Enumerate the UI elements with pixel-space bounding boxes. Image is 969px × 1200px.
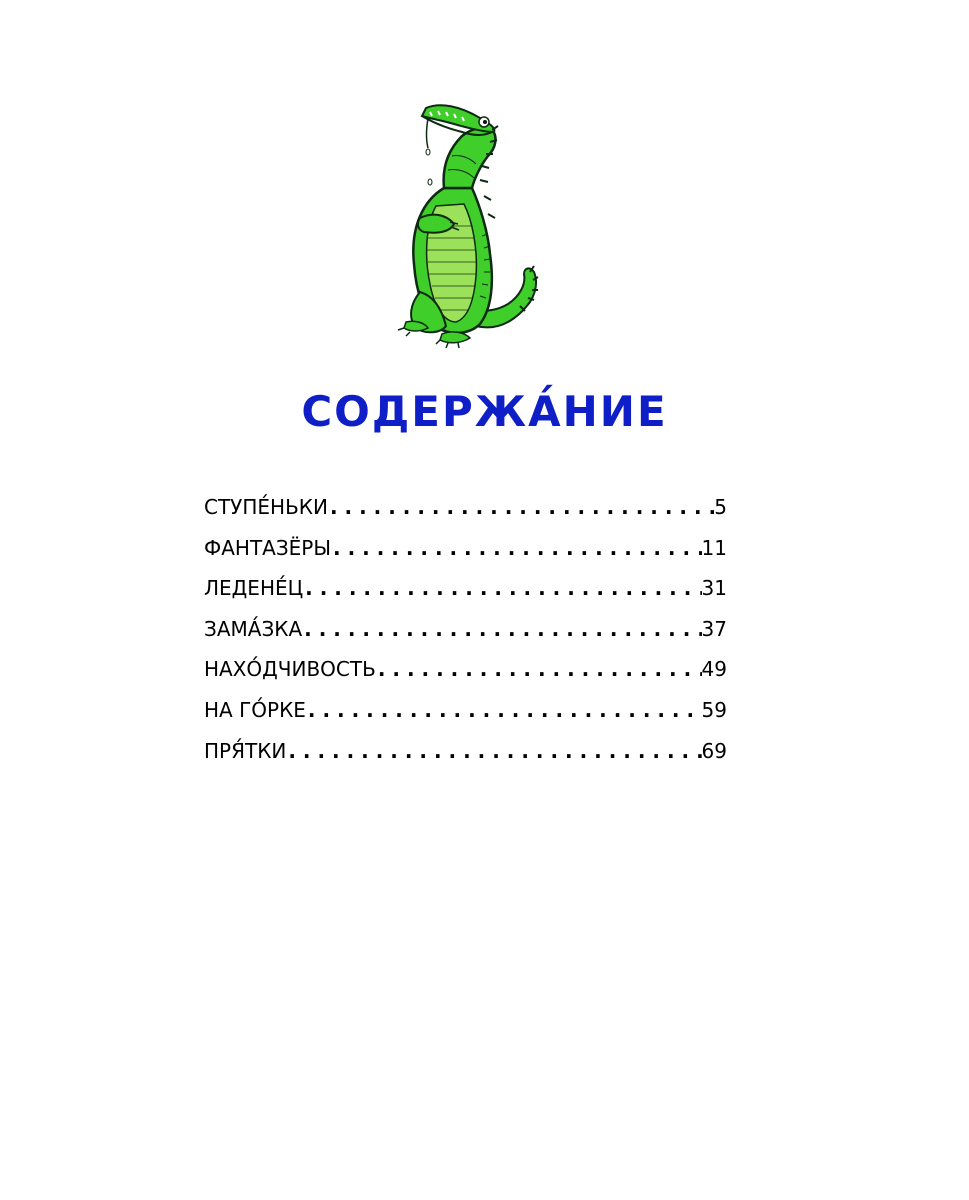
- toc-entry-page: 69: [701, 738, 727, 763]
- dot-leader: [376, 649, 702, 689]
- toc-entry-title: ПРЯ́ТКИ: [204, 738, 287, 763]
- dot-leader: [331, 528, 702, 568]
- toc-title: СОДЕРЖА́НИЕ: [301, 387, 668, 436]
- crocodile-illustration: [380, 96, 560, 356]
- toc-entry-title: НАХО́ДЧИВОСТЬ: [204, 657, 376, 682]
- toc-entry-page: 11: [701, 535, 727, 560]
- crocodile-icon: [380, 96, 560, 356]
- toc-entry[interactable]: [204, 690, 727, 731]
- toc-list: [204, 487, 727, 771]
- toc-entry-page: 31: [701, 576, 727, 601]
- toc-entry[interactable]: [204, 528, 727, 569]
- toc-entry-title: СТУПЕ́НЬКИ: [204, 495, 328, 519]
- dot-leader: [286, 731, 701, 771]
- toc-entry-page: 59: [701, 697, 727, 722]
- toc-entry[interactable]: [204, 487, 727, 528]
- dot-leader: [302, 609, 701, 649]
- toc-entry-title: ЗАМА́ЗКА: [204, 616, 303, 641]
- toc-entry-title: НА ГО́РКЕ: [204, 697, 306, 722]
- dot-leader: [306, 690, 702, 730]
- toc-entry-page: 37: [701, 616, 727, 641]
- toc-entry[interactable]: [204, 568, 727, 609]
- toc-entry-page: 5: [714, 495, 727, 519]
- toc-entry-title: ЛЕДЕНЕ́Ц: [204, 576, 304, 601]
- dot-leader: [328, 487, 714, 527]
- toc-entry-title: ФАНТАЗЁРЫ: [204, 535, 332, 560]
- toc-entry[interactable]: [204, 609, 727, 650]
- toc-entry[interactable]: [204, 731, 727, 772]
- toc-entry-page: 49: [701, 657, 727, 682]
- toc-entry[interactable]: [204, 649, 727, 690]
- dot-leader: [303, 568, 701, 608]
